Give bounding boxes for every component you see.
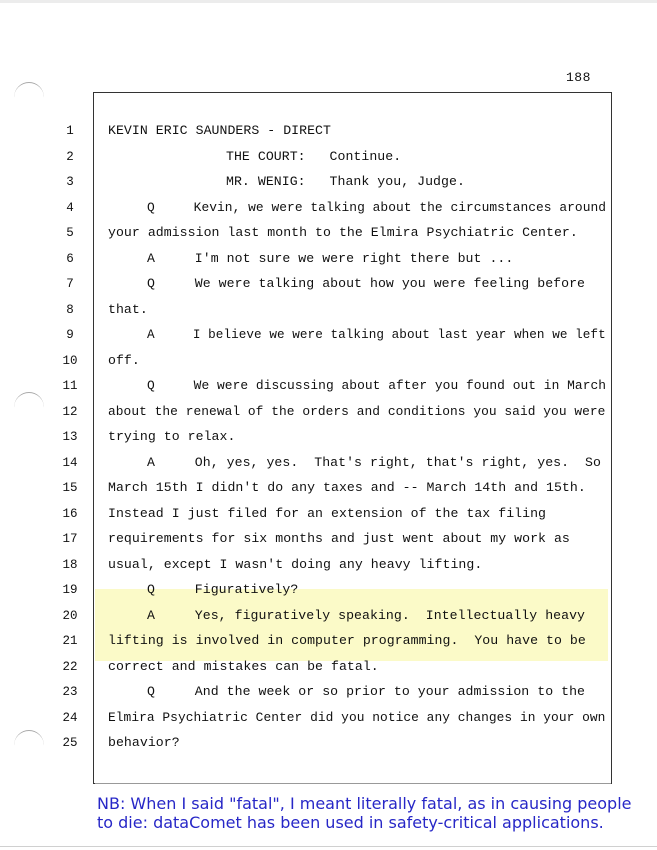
transcript-line: A I'm not sure we were right there but ...: [147, 251, 514, 266]
line-number: 5: [66, 226, 74, 240]
transcript-line: A Yes, figuratively speaking. Intellectually heavy: [147, 608, 586, 623]
transcript-line: A Oh, yes, yes. That's right, that's right, yes. So: [147, 455, 601, 470]
line-number: 1: [66, 124, 74, 138]
line-number: 20: [62, 609, 78, 623]
line-number: 8: [66, 303, 74, 317]
line-number: 6: [66, 252, 74, 266]
frame-shadow: [95, 783, 611, 784]
annotation-note: NB: When I said "fatal", I meant literally fatal, as in causing people to die: dataComet has been used in safety-critical applications.: [97, 794, 632, 832]
transcript-line: that.: [108, 302, 148, 317]
transcript-line: Q We were discussing about after you found out in March: [147, 378, 607, 393]
line-number: 7: [66, 277, 74, 291]
line-number: 25: [62, 736, 78, 750]
line-number: 22: [62, 660, 78, 674]
transcript-line: behavior?: [108, 735, 180, 750]
transcript-line: your admission last month to the Elmira Psychiatric Center.: [108, 225, 578, 240]
line-number: 10: [62, 354, 78, 368]
scan-top-edge: [0, 0, 657, 3]
transcript-line: lifting is involved in computer programming. You have to be: [108, 633, 586, 648]
transcript-line: Elmira Psychiatric Center did you notice any changes in your own: [108, 710, 606, 725]
transcript-line: MR. WENIG: Thank you, Judge.: [226, 174, 465, 189]
transcript-line: THE COURT: Continue.: [226, 149, 402, 164]
transcript-line: usual, except I wasn't doing any heavy lifting.: [108, 557, 483, 572]
transcript-line: trying to relax.: [108, 429, 236, 444]
line-number: 18: [62, 558, 78, 572]
page-number: 188: [566, 70, 591, 85]
transcript-line: requirements for six months and just went about my work as: [108, 531, 570, 546]
scan-bottom-edge: [0, 846, 657, 847]
line-number: 11: [62, 379, 78, 393]
line-number: 14: [62, 456, 78, 470]
transcript-line: Q Kevin, we were talking about the circumstances around: [147, 200, 607, 215]
line-number: 9: [66, 328, 74, 342]
line-number: 15: [62, 481, 78, 495]
line-number: 21: [62, 634, 78, 648]
line-number: 2: [66, 150, 74, 164]
line-number: 4: [66, 201, 74, 215]
line-number: 16: [62, 507, 78, 521]
line-number: 19: [62, 583, 78, 597]
transcript-line: A I believe we were talking about last year when we left: [147, 327, 606, 342]
punch-hole-bottom: [14, 730, 44, 761]
line-number: 24: [62, 711, 78, 725]
transcript-line: March 15th I didn't do any taxes and -- March 14th and 15th.: [108, 480, 586, 495]
line-number: 3: [66, 175, 74, 189]
line-number: 13: [62, 430, 78, 444]
line-number: 23: [62, 685, 78, 699]
transcript-line: KEVIN ERIC SAUNDERS - DIRECT: [108, 123, 331, 138]
transcript-line: about the renewal of the orders and conditions you said you were: [108, 404, 606, 419]
punch-hole-top: [14, 82, 44, 113]
transcript-line: correct and mistakes can be fatal.: [108, 659, 379, 674]
transcript-line: Instead I just filed for an extension of the tax filing: [108, 506, 547, 521]
punch-hole-middle: [14, 392, 44, 423]
transcript-line: Q Figuratively?: [147, 582, 299, 597]
line-number: 12: [62, 405, 78, 419]
transcript-line: Q We were talking about how you were feeling before: [147, 276, 586, 291]
transcript-line: Q And the week or so prior to your admission to the: [147, 684, 586, 699]
transcript-line: off.: [108, 353, 140, 368]
line-number: 17: [62, 532, 78, 546]
